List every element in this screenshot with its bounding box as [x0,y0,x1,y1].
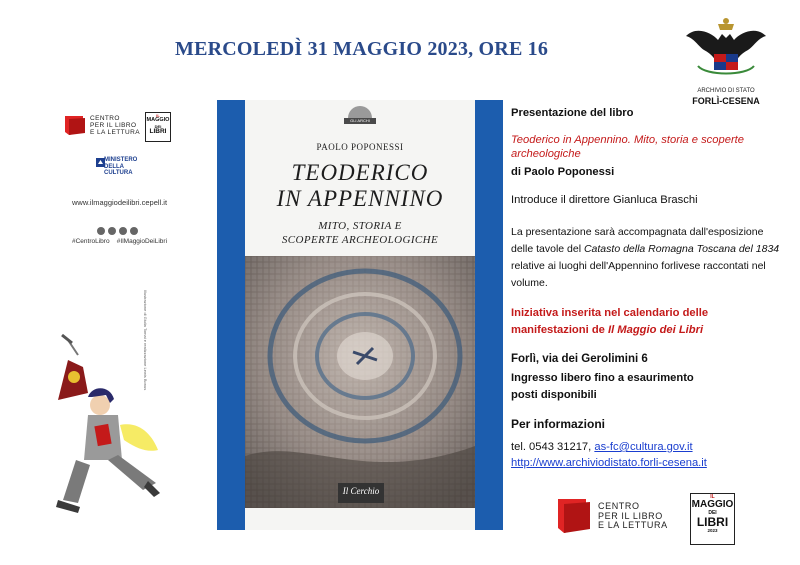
entry-info: Ingresso libero fino a esaurimento posti disponibili [511,372,694,401]
instagram-icon[interactable] [108,227,116,235]
maggio-libri-maggio: MAGGIO [146,117,170,123]
maggio-libri-dei: DEI [708,510,717,516]
phone-number: tel. 0543 31217, [511,441,595,453]
initiative-maggio-libri: Il Maggio dei Libri [607,324,704,336]
centro-libro-text [598,502,668,531]
maggio-libri-il: IL [710,494,715,500]
archive-website-link[interactable]: http://www.archiviodistato.forli-cesena.it [511,457,707,469]
maggio-libri-libri: LIBRI [696,515,729,529]
book-subtitle-line2: SCOPERTE ARCHEOLOGICHE [281,234,439,246]
mosaic-photo [245,256,475,508]
illustration-credit: Illustrazione di Giulia Tomai e realizzazione Lewis Bonus [143,290,148,391]
facebook-icon[interactable] [97,227,105,235]
centro-libro-book-icon [556,496,592,534]
book-full-title: Teoderico in Appennino. Mito, storia e scoperte archeologiche [511,134,745,160]
info-heading: Per informazioni [511,417,606,431]
hashtags: #CentroLibro #IlMaggioDeiLibri [72,238,168,245]
maggio-libri-maggio: MAGGIO [691,499,734,510]
maggio-libri-logo [145,112,171,142]
description-catasto: Catasto della Romagna Toscana del 1834 [583,243,780,255]
ministero-line1: MINISTERO [104,157,138,163]
maggio-libri-dei: DEI [154,123,162,129]
event-date-heading: MERCOLEDÌ 31 MAGGIO 2023, ORE 16 [175,38,549,60]
maggio-libri-il: IL [156,113,160,118]
maggio-libri-logo [690,493,735,545]
book-author: PAOLO POPONESSI [316,142,404,152]
email-link[interactable]: as-fc@cultura.gov.it [594,441,693,453]
ministero-label [104,157,137,177]
book-author-line: di Paolo Poponessi [511,166,615,178]
publisher-name: Il Cerchio [342,486,380,496]
presentation-heading: Presentazione del libro [511,107,634,119]
ministero-line3: CULTURA [104,170,133,176]
centro-libro-line2: PER IL LIBRO [598,510,663,521]
seal-caption-city: FORLÌ-CESENA [692,96,760,106]
description-part2: relative ai luoghi dell'Appennino forlivese raccontati nel volume. [511,260,766,289]
centro-libro-line3: E LA LETTURA [90,129,140,136]
contact-line [511,440,781,454]
initiative-note [511,305,781,339]
venue-address: Forlì, via dei Gerolimini 6 [511,353,648,365]
knight-illustration [48,285,168,515]
maggio-libri-libri: LIBRI [149,127,167,135]
series-badge-label: GLI ARCHI [350,118,370,123]
maggio-libri-year: 2023 [707,528,718,533]
book-title-line1: TEODERICO [291,160,429,185]
centro-libro-line3: E LA LETTURA [598,520,668,530]
book-title-line2: IN APPENNINO [276,186,444,211]
centro-libro-line1: CENTRO [90,115,120,122]
coat-of-arms-icon [676,10,776,110]
twitter-icon[interactable] [130,227,138,235]
book-subtitle-line1: MITO, STORIA E [318,220,402,232]
event-description [511,224,781,292]
youtube-icon[interactable] [119,227,127,235]
description-part1: La presentazione sarà accompagnata dall'esposizione delle tavole del [511,226,764,255]
website-link[interactable]: www.ilmaggiodeilibri.cepell.it [72,198,168,207]
centro-libro-book-icon [63,114,87,136]
introduction-line: Introduce il direttore Gianluca Braschi [511,194,698,206]
series-badge-icon [342,106,378,126]
website-line [511,456,781,470]
centro-libro-line1: CENTRO [598,501,640,511]
centro-libro-line2: PER IL LIBRO [90,122,137,129]
initiative-part1: Iniziativa inserita nel calendario delle manifestazioni de [511,307,709,336]
ministero-line2: DELLA [104,163,124,170]
seal-caption-small: ARCHIVIO DI STATO [697,88,755,94]
